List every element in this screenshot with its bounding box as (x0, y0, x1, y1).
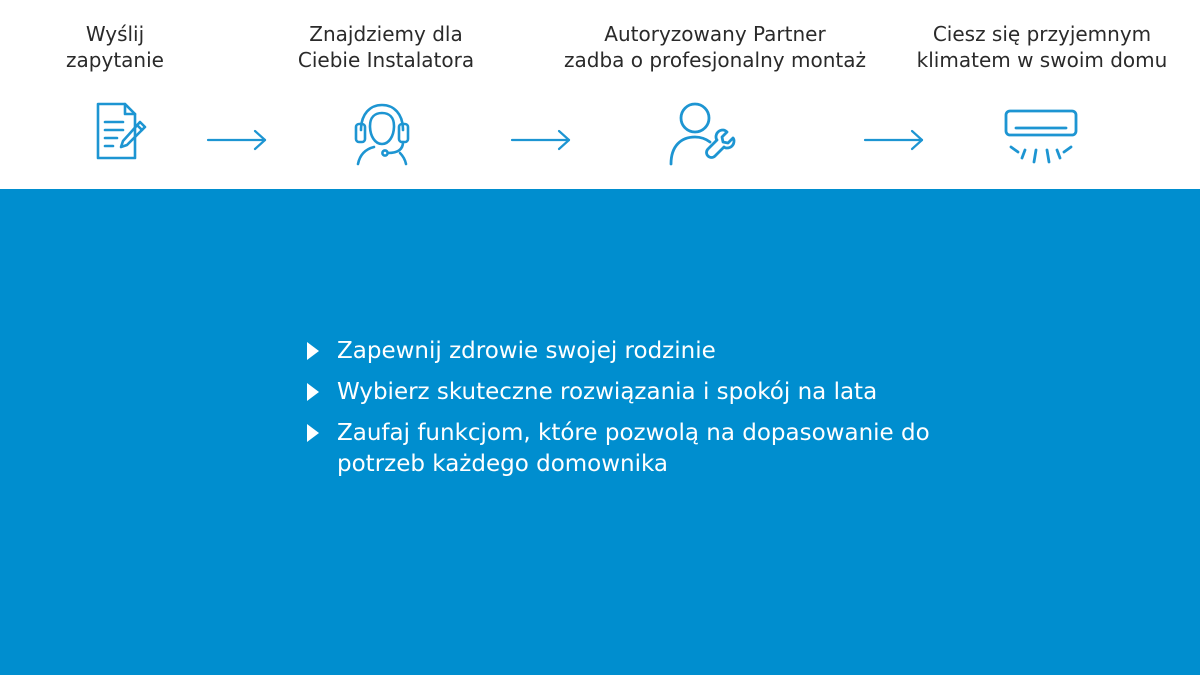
step-1-label: Wyślij zapytanie (66, 22, 164, 72)
triangle-bullet-icon (307, 424, 319, 442)
benefits-list (306, 336, 977, 490)
benefit-item (306, 377, 977, 408)
arrow-right-icon (862, 128, 926, 152)
benefits-section (0, 189, 1200, 675)
benefit-item (306, 418, 937, 480)
steps-band (0, 0, 1200, 189)
person-wrench-icon (667, 100, 749, 170)
benefit-text: Zaufaj funkcjom, które pozwolą na dopasowanie do potrzeb każdego domownika (337, 420, 930, 477)
arrow-right-icon (205, 128, 269, 152)
step-4-label: Ciesz się przyjemnym klimatem w swoim domu (916, 22, 1168, 72)
document-pen-icon (93, 100, 149, 170)
benefit-text: Zapewnij zdrowie swojej rodzinie (337, 338, 716, 364)
step-2-label: Znajdziemy dla Ciebie Instalatora (297, 22, 475, 72)
triangle-bullet-icon (307, 383, 319, 401)
headset-agent-icon (352, 100, 412, 170)
arrow-right-icon (509, 128, 573, 152)
benefit-item (306, 336, 977, 367)
triangle-bullet-icon (307, 342, 319, 360)
benefit-text: Wybierz skuteczne rozwiązania i spokój na lata (337, 379, 878, 405)
air-conditioner-icon (1003, 100, 1079, 170)
step-3-label: Autoryzowany Partner zadba o profesjonalny montaż (564, 22, 866, 72)
